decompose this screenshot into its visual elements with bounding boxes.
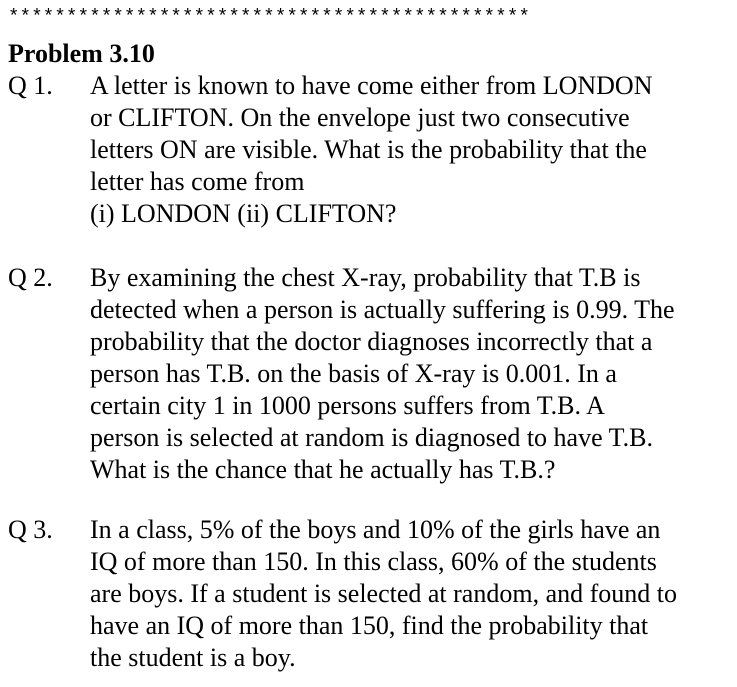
question-label: Q 1.: [8, 71, 53, 100]
question-line: person has T.B. on the basis of X-ray is 0.001. In a: [90, 359, 617, 388]
question-line: person is selected at random is diagnosed to have T.B.: [90, 423, 653, 452]
question-text: [90, 70, 733, 230]
question-line: detected when a person is actually suffering is 0.99. The: [90, 295, 675, 324]
question-label: Q 2.: [8, 263, 53, 292]
question-3: [8, 514, 733, 674]
question-1: [8, 70, 733, 230]
question-text: [90, 514, 733, 674]
question-line: probability that the doctor diagnoses incorrectly that a: [90, 327, 653, 356]
separator-line: *********************************************: [8, 6, 531, 28]
question-line: A letter is known to have come either from LONDON: [90, 71, 653, 100]
question-line: letters ON are visible. What is the probability that the: [90, 135, 647, 164]
question-line: What is the chance that he actually has T.B.?: [90, 455, 556, 484]
question-line: the student is a boy.: [90, 643, 296, 672]
question-line: IQ of more than 150. In this class, 60% of the students: [90, 547, 657, 576]
question-line: certain city 1 in 1000 persons suffers from T.B. A: [90, 391, 605, 420]
question-line: By examining the chest X-ray, probability that T.B is: [90, 263, 641, 292]
question-label: Q 3.: [8, 515, 53, 544]
question-line: or CLIFTON. On the envelope just two consecutive: [90, 103, 630, 132]
question-line: are boys. If a student is selected at random, and found to: [90, 579, 677, 608]
question-line: In a class, 5% of the boys and 10% of the girls have an: [90, 515, 661, 544]
question-line: letter has come from: [90, 167, 305, 196]
question-text: [90, 262, 733, 486]
problem-title: Problem 3.10: [8, 39, 155, 68]
question-2: [8, 262, 733, 486]
question-line: (i) LONDON (ii) CLIFTON?: [90, 199, 397, 228]
question-line: have an IQ of more than 150, find the probability that: [90, 611, 649, 640]
